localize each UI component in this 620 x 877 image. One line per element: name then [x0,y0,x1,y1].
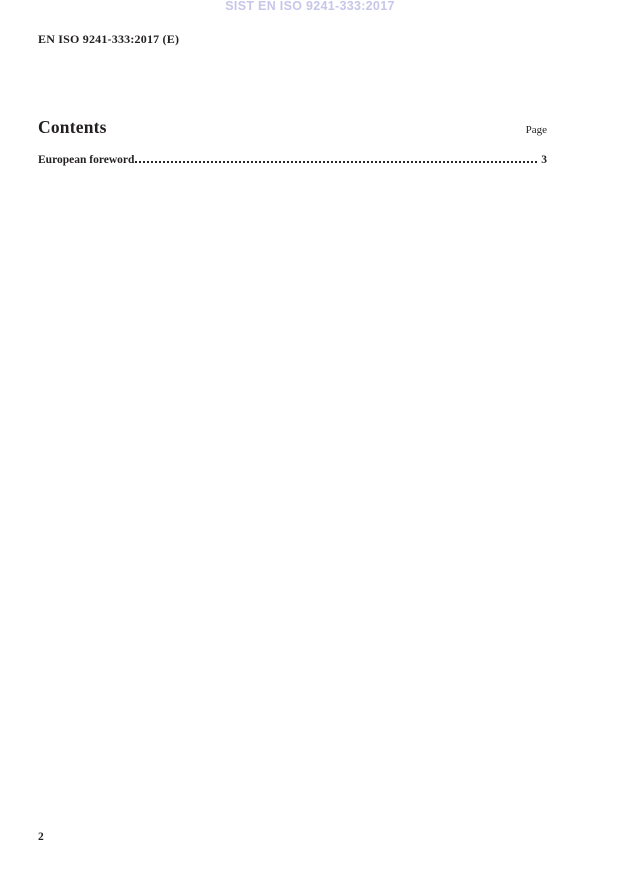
page-column-label: Page [525,124,547,136]
contents-header-row [38,117,547,138]
page-number: 2 [38,831,44,843]
document-id: EN ISO 9241-333:2017 (E) [38,32,180,46]
toc-entry-page-number: 3 [541,154,547,166]
toc-entry-label: European foreword [38,154,135,166]
contents-title: Contents [38,117,107,137]
watermark-header: SIST EN ISO 9241-333:2017 [225,0,395,13]
toc-entry-european-foreword[interactable] [38,153,547,167]
table-of-contents [38,153,547,167]
dot-leader [135,161,537,163]
